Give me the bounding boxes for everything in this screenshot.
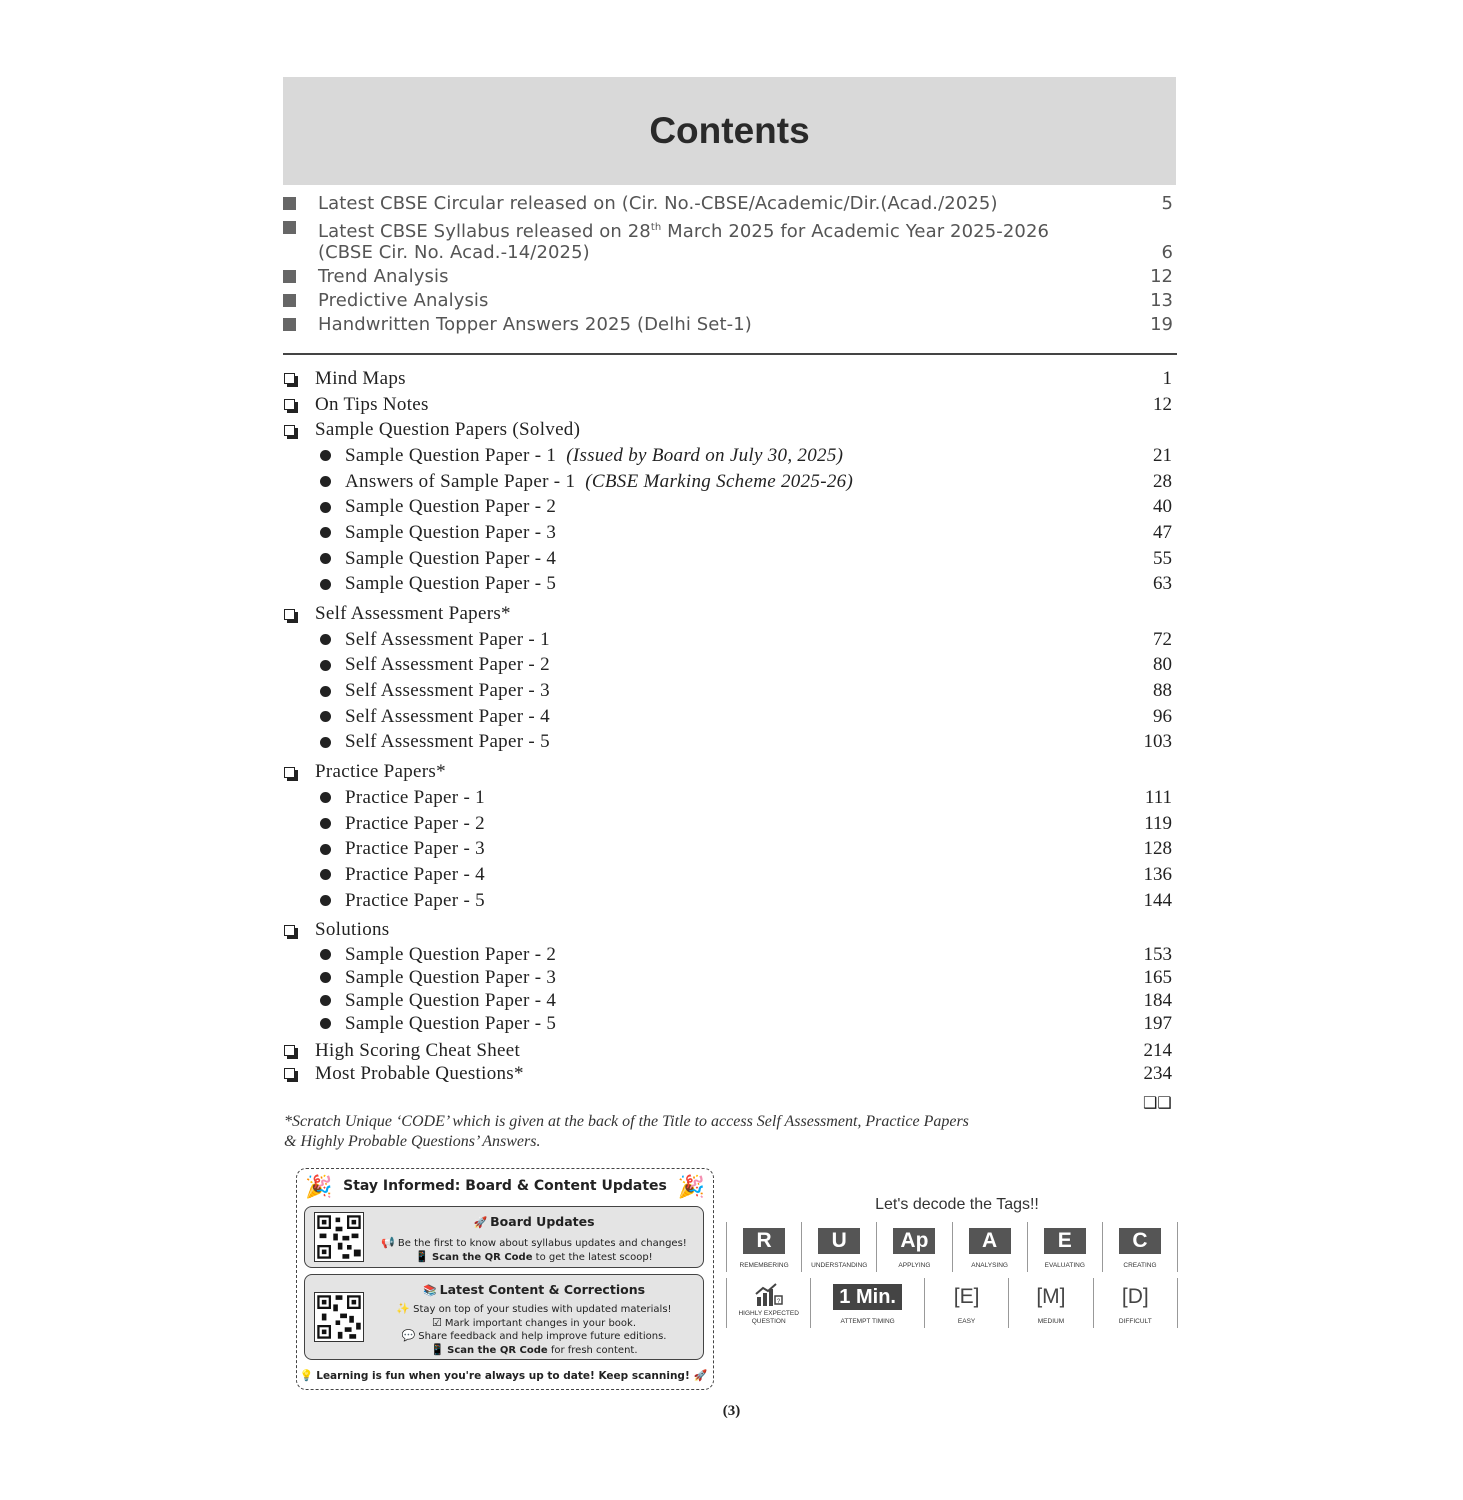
checkbox-icon: ☑ [432, 1316, 442, 1329]
books-icon: 📚 [422, 1284, 437, 1297]
toc-subitem-label: Self Assessment Paper - 5 [345, 731, 550, 753]
qr-code-graphic [315, 1293, 363, 1341]
toc-list [284, 366, 1172, 1085]
toc-item-label: Most Probable Questions* [315, 1062, 524, 1084]
toc-subitem-page: 88 [1153, 680, 1172, 702]
dot-bullet-icon [320, 792, 331, 803]
pre-item[interactable] [283, 290, 1173, 311]
toc-subitem[interactable] [284, 785, 1172, 811]
pre-item[interactable] [283, 266, 1173, 287]
tag-caption: EVALUATING [1044, 1262, 1085, 1269]
square-bullet-icon [283, 197, 296, 210]
pre-item[interactable] [283, 217, 1173, 263]
toc-subitem-label [345, 471, 1172, 493]
rocket-icon: 🚀 [693, 1369, 708, 1382]
tag-medium [1008, 1278, 1092, 1328]
toc-subitem-page: 136 [1143, 863, 1172, 885]
toc-subitem[interactable] [284, 836, 1172, 862]
checkbox-bullet-icon [284, 609, 295, 620]
toc-subitem-text: Answers of Sample Paper - 1 [345, 470, 581, 492]
updates-footer-text: Learning is fun when you're always up to date! Keep scanning! [316, 1370, 690, 1382]
toc-section-label: Practice Papers* [315, 761, 446, 783]
toc-section-label: Solutions [315, 919, 390, 941]
toc-subitem[interactable] [284, 494, 1172, 520]
toc-subitem[interactable] [284, 678, 1172, 704]
pre-item-label: Trend Analysis [318, 266, 449, 287]
toc-subitem-page: 128 [1143, 838, 1172, 860]
square-bullet-icon [283, 270, 296, 283]
tag-highly-expected [726, 1278, 810, 1328]
tag-attempt-timing [810, 1278, 924, 1328]
lightbulb-icon: 💡 [299, 1369, 314, 1382]
dot-bullet-icon [320, 660, 331, 671]
pre-item-page: 13 [1150, 290, 1173, 311]
pre-item-label: Handwritten Topper Answers 2025 (Delhi Set-1) [318, 314, 752, 335]
tag-easy [924, 1278, 1008, 1328]
pre-item-page: 19 [1150, 314, 1173, 335]
dot-bullet-icon [320, 686, 331, 697]
qr-code-icon[interactable] [314, 1292, 364, 1342]
superscript: th [650, 222, 662, 233]
toc-subitem-label: Self Assessment Paper - 4 [345, 705, 550, 727]
dot-bullet-icon [320, 895, 331, 906]
sparkles-icon: ✨ [396, 1302, 411, 1315]
updates-panel [296, 1168, 714, 1390]
toc-subitem[interactable] [284, 546, 1172, 572]
content-updates-text: Mark important changes in your book. [444, 1318, 636, 1329]
end-mark-icon: ❑❑ [1143, 1093, 1172, 1112]
toc-subitem-note: (Issued by Board on July 30, 2025) [566, 444, 844, 466]
tag-caption: HIGHLY EXPECTED QUESTION [738, 1310, 799, 1325]
board-updates-text: Be the first to know about syllabus updates and changes! [397, 1238, 687, 1249]
dot-bullet-icon [320, 818, 331, 829]
phone-icon: 📱 [415, 1250, 430, 1263]
tag-caption: ATTEMPT TIMING [840, 1318, 895, 1325]
dot-bullet-icon [320, 711, 331, 722]
tag-caption: REMEMBERING [739, 1262, 789, 1269]
pre-item-label: Predictive Analysis [318, 290, 489, 311]
toc-subitem-page: 153 [1143, 943, 1172, 965]
dot-bullet-icon [320, 527, 331, 538]
toc-item-cheat-sheet[interactable] [284, 1039, 1172, 1062]
toc-subitem[interactable] [284, 862, 1172, 888]
toc-item-page: 214 [1143, 1039, 1172, 1061]
content-updates-text-bold: Scan the QR Code [447, 1345, 548, 1356]
tag-caption: EASY [957, 1318, 976, 1325]
megaphone-icon: 📢 [381, 1236, 395, 1249]
checkbox-bullet-icon [284, 373, 295, 384]
dot-bullet-icon [320, 995, 331, 1006]
tag-difficult [1093, 1278, 1178, 1328]
checkbox-bullet-icon [284, 925, 295, 936]
board-updates-text-bold: Scan the QR Code [432, 1252, 533, 1263]
pre-item-label-part: March 2025 for Academic Year 2025-2026 [661, 221, 1050, 242]
party-popper-icon: 🎉 [677, 1175, 705, 1200]
tag-glyph: 1 Min. [833, 1284, 902, 1310]
dot-bullet-icon [320, 1018, 331, 1029]
toc-subitem[interactable] [284, 730, 1172, 756]
toc-subitem[interactable] [284, 469, 1172, 495]
toc-subitem[interactable] [284, 888, 1172, 914]
dot-bullet-icon [320, 737, 331, 748]
pre-item-page: 5 [1161, 193, 1173, 214]
updates-title: Stay Informed: Board & Content Updates [343, 1178, 667, 1194]
toc-subitem-text: Sample Question Paper - 1 [345, 444, 562, 466]
chart-icon-graphic [754, 1282, 784, 1308]
toc-subitem-page: 47 [1153, 521, 1172, 543]
checkbox-bullet-icon [284, 399, 295, 410]
dot-bullet-icon [320, 476, 331, 487]
toc-subitem[interactable] [284, 572, 1172, 598]
toc-subitem-page: 80 [1153, 654, 1172, 676]
page-title: Contents [649, 110, 810, 151]
tag-creating [1102, 1222, 1178, 1272]
board-updates-heading-text: Board Updates [490, 1214, 595, 1229]
tags-row-cognitive [726, 1222, 1178, 1272]
tag-glyph: E [1044, 1228, 1086, 1254]
tag-caption: CREATING [1123, 1262, 1157, 1269]
toc-subitem-label: Sample Question Paper - 5 [345, 573, 557, 595]
toc-subitem-label: Sample Question Paper - 4 [345, 989, 557, 1011]
toc-section-solutions[interactable] [284, 917, 1172, 943]
dot-bullet-icon [320, 634, 331, 645]
toc-subitem-label: Sample Question Paper - 2 [345, 496, 557, 518]
qr-code-icon[interactable] [314, 1212, 364, 1262]
tag-caption: APPLYING [898, 1262, 931, 1269]
toc-subitem-page: 184 [1143, 989, 1172, 1011]
footnote-line: & Highly Probable Questions’ Answers. [284, 1133, 541, 1150]
pre-item[interactable] [283, 193, 1173, 214]
footnote [284, 1112, 1084, 1152]
dot-bullet-icon [320, 869, 331, 880]
tag-caption: DIFFICULT [1118, 1318, 1152, 1325]
toc-subitem-page: 40 [1153, 496, 1172, 518]
toc-subitem-page: 111 [1144, 786, 1172, 808]
svg-text:?: ? [776, 1299, 780, 1305]
tag-glyph: C [1119, 1228, 1161, 1254]
toc-subitem[interactable] [284, 811, 1172, 837]
tags-legend [726, 1196, 1178, 1325]
toc-subitem-label: Practice Paper - 4 [345, 863, 485, 885]
tag-understanding [801, 1222, 876, 1272]
tags-title: Let's decode the Tags!! [875, 1196, 1039, 1213]
toc-subitem-label: Sample Question Paper - 3 [345, 966, 557, 988]
content-updates-line [365, 1316, 703, 1329]
pre-item-label-part: (CBSE Cir. No. Acad.-14/2025) [318, 242, 590, 263]
dot-bullet-icon [320, 972, 331, 983]
toc-subitem[interactable] [284, 989, 1172, 1012]
tag-glyph: Ap [893, 1228, 935, 1254]
toc-subitem-label: Sample Question Paper - 5 [345, 1012, 557, 1034]
toc-item-mind-maps[interactable] [284, 366, 1172, 392]
rocket-icon: 🚀 [473, 1216, 488, 1229]
tags-row-timing [726, 1278, 1178, 1328]
contents-header [283, 77, 1176, 185]
toc-subitem[interactable] [284, 704, 1172, 730]
dot-bullet-icon [320, 949, 331, 960]
checkbox-bullet-icon [284, 1045, 295, 1056]
content-updates-line [365, 1329, 703, 1342]
pre-item-page: 6 [1161, 242, 1173, 263]
tag-glyph: R [743, 1228, 785, 1254]
content-updates-heading-text: Latest Content & Corrections [439, 1282, 646, 1297]
toc-item-most-probable[interactable] [284, 1062, 1172, 1085]
toc-subitem[interactable] [284, 966, 1172, 989]
party-popper-icon: 🎉 [305, 1175, 333, 1200]
tag-evaluating [1027, 1222, 1102, 1272]
toc-subitem-label: Sample Question Paper - 2 [345, 943, 557, 965]
board-updates-text: to get the latest scoop! [532, 1252, 653, 1263]
content-updates-text: for fresh content. [547, 1345, 638, 1356]
toc-item-tips-notes[interactable] [284, 392, 1172, 418]
toc-item-page: 12 [1153, 393, 1172, 415]
updates-footer [297, 1369, 713, 1382]
checkbox-bullet-icon [284, 1068, 295, 1079]
toc-item-label: High Scoring Cheat Sheet [315, 1039, 521, 1061]
toc-section-label: Sample Question Papers (Solved) [315, 419, 581, 441]
toc-subitem-label: Practice Paper - 1 [345, 786, 485, 808]
board-updates-line [365, 1250, 703, 1263]
tag-glyph: A [969, 1228, 1011, 1254]
toc-subitem-label: Self Assessment Paper - 3 [345, 680, 550, 702]
toc-subitem-page: 55 [1153, 547, 1172, 569]
tag-caption: MEDIUM [1037, 1318, 1065, 1325]
footnote-line: *Scratch Unique ‘CODE’ which is given at the back of the Title to access Self Assessment, Practice Papers [284, 1113, 969, 1130]
checkbox-bullet-icon [284, 767, 295, 778]
tag-caption: ANALYSING [971, 1262, 1008, 1269]
toc-item-page: 234 [1143, 1062, 1172, 1084]
toc-subitem-page: 63 [1153, 573, 1172, 595]
square-bullet-icon [283, 294, 296, 307]
page-number: (3) [722, 1403, 741, 1419]
toc-subitem-page: 197 [1143, 1012, 1172, 1034]
toc-section-self-assessment[interactable] [284, 601, 1172, 627]
toc-section-sample-papers[interactable] [284, 417, 1172, 443]
toc-subitem-label: Practice Paper - 3 [345, 838, 485, 860]
dot-bullet-icon [320, 502, 331, 513]
content-updates-text: Share feedback and help improve future editions. [418, 1331, 667, 1342]
dot-bullet-icon [320, 844, 331, 855]
pre-item-label [318, 217, 1173, 263]
tag-caption: UNDERSTANDING [811, 1262, 868, 1269]
square-bullet-icon [283, 221, 296, 234]
pre-item-label-part: Latest CBSE Syllabus released on 28 [318, 221, 651, 242]
pre-item[interactable] [283, 314, 1173, 335]
toc-subitem-label: Self Assessment Paper - 2 [345, 654, 550, 676]
toc-item-page: 1 [1162, 367, 1172, 389]
toc-subitem-label: Practice Paper - 5 [345, 889, 485, 911]
toc-subitem[interactable] [284, 520, 1172, 546]
square-bullet-icon [283, 318, 296, 331]
feedback-icon: 💬 [401, 1329, 416, 1342]
dot-bullet-icon [320, 553, 331, 564]
content-updates-text: Stay on top of your studies with updated materials! [413, 1304, 672, 1315]
toc-subitem-label: Sample Question Paper - 3 [345, 521, 557, 543]
qr-code-graphic [315, 1213, 363, 1261]
toc-subitem[interactable] [284, 627, 1172, 653]
phone-icon: 📱 [430, 1343, 445, 1356]
dot-bullet-icon [320, 450, 331, 461]
content-updates-line [365, 1343, 703, 1356]
toc-subitem-label [345, 445, 1172, 467]
pre-contents-list [283, 193, 1173, 338]
tag-applying [876, 1222, 951, 1272]
toc-subitem[interactable] [284, 943, 1172, 966]
board-updates-box [304, 1206, 704, 1268]
toc-subitem[interactable] [284, 1012, 1172, 1035]
toc-subitem-label: Sample Question Paper - 4 [345, 547, 557, 569]
toc-section-practice-papers[interactable] [284, 759, 1172, 785]
toc-subitem-page: 165 [1143, 966, 1172, 988]
toc-subitem-note: (CBSE Marking Scheme 2025-26) [585, 470, 854, 492]
dot-bullet-icon [320, 579, 331, 590]
board-updates-line [365, 1236, 703, 1249]
toc-subitem-label: Self Assessment Paper - 1 [345, 628, 550, 650]
tag-glyph: [E] [953, 1285, 980, 1308]
toc-subitem-page: 96 [1153, 705, 1172, 727]
content-updates-heading [365, 1282, 703, 1297]
toc-section-label: Self Assessment Papers* [315, 603, 511, 625]
content-updates-box [304, 1274, 704, 1360]
toc-subitem-page: 103 [1143, 731, 1172, 753]
content-updates-line [365, 1302, 703, 1315]
toc-subitem-page: 28 [1153, 470, 1172, 492]
pre-item-page: 12 [1150, 266, 1173, 287]
tag-glyph: [M] [1036, 1285, 1066, 1308]
toc-subitem-label: Practice Paper - 2 [345, 812, 485, 834]
tag-glyph: [D] [1121, 1285, 1149, 1308]
checkbox-bullet-icon [284, 425, 295, 436]
toc-subitem[interactable] [284, 653, 1172, 679]
toc-subitem[interactable] [284, 443, 1172, 469]
toc-subitem-page: 21 [1153, 444, 1172, 466]
toc-subitem-page: 72 [1153, 628, 1172, 650]
toc-item-label: On Tips Notes [315, 393, 429, 415]
tag-analysing [952, 1222, 1027, 1272]
pre-item-label: Latest CBSE Circular released on (Cir. No.-CBSE/Academic/Dir.(Acad./2025) [318, 193, 998, 214]
tag-glyph: U [818, 1228, 860, 1254]
divider [283, 353, 1177, 355]
toc-subitem-page: 119 [1144, 812, 1172, 834]
toc-item-label: Mind Maps [315, 367, 406, 389]
tag-remembering [726, 1222, 801, 1272]
toc-subitem-page: 144 [1143, 889, 1172, 911]
board-updates-heading [365, 1214, 703, 1229]
